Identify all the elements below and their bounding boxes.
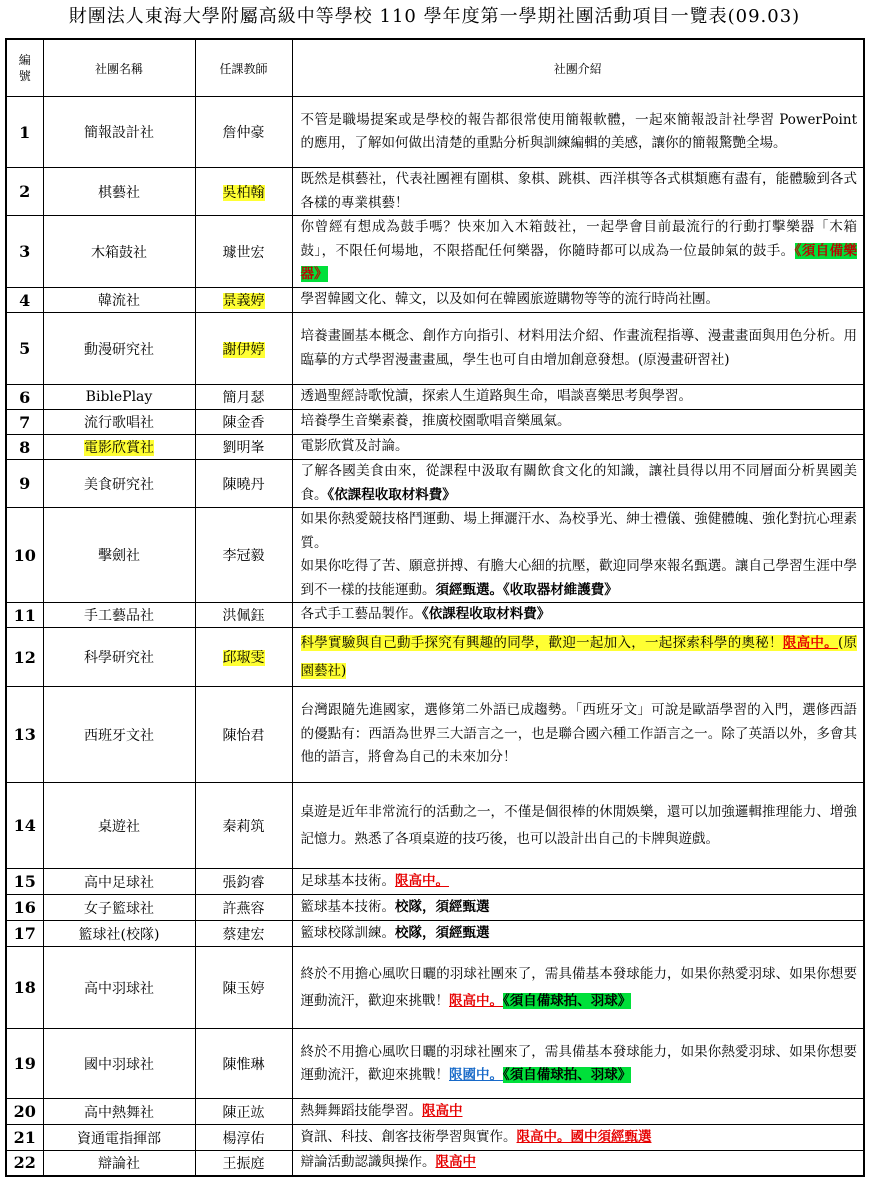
table-row (6, 628, 864, 687)
table-row (6, 385, 864, 410)
teacher-name-highlight: 吳柏翰 (222, 184, 265, 201)
description-text: 資訊、科技、創客技術學習與實作。 (300, 1128, 517, 1145)
row-number: 18 (6, 947, 43, 1029)
row-number: 3 (6, 216, 43, 288)
club-description (292, 603, 864, 628)
club-description (292, 508, 864, 603)
club-description: 學習韓國文化、韓文，以及如何在韓國旅遊購物等等的流行時尚社團。 (292, 288, 864, 313)
note-green: 《須自備球拍、羽球》 (503, 1066, 632, 1083)
club-description: 培養畫圖基本概念、創作方向指引、材料用法介紹、作畫流程指導、漫畫畫面與用色分析。用臨摹的方式學習漫畫畫風，學生也可自由增加創意發想。(原漫畫研習社) (292, 313, 864, 385)
row-number: 7 (6, 410, 43, 435)
note-bold: 《依課程收取材料費》 (327, 486, 456, 503)
table-row (6, 687, 864, 783)
club-name: 桌遊社 (43, 783, 195, 869)
teacher-name: 璩世宏 (195, 216, 292, 288)
row-number: 14 (6, 783, 43, 869)
note-red: 限高中 (435, 1154, 476, 1170)
teacher-name: 詹仲豪 (195, 97, 292, 168)
table-row (6, 783, 864, 869)
table-row (6, 895, 864, 921)
teacher-name: 蔡建宏 (195, 921, 292, 947)
teacher-name: 陳惟琳 (195, 1029, 292, 1099)
teacher-name: 楊淳佑 (195, 1125, 292, 1151)
table-row (6, 313, 864, 385)
club-description: 桌遊是近年非常流行的活動之一，不僅是個很棒的休閒娛樂，還可以加強邏輯推理能力、增強記憶力。熟悉了各項桌遊的技巧後，也可以設計出自己的卡牌與遊戲。 (292, 783, 864, 869)
description-text: 如果你熱愛競技格鬥運動、場上揮灑汗水、為校爭光、紳士禮儀、強健體魄、強化對抗心理素質。 (300, 511, 857, 551)
row-number: 4 (6, 288, 43, 313)
club-name: 辯論社 (43, 1151, 195, 1176)
description-text: 你曾經有想成為鼓手嗎？快來加入木箱鼓社，一起學會目前最流行的行動打擊樂器「木箱鼓」，不限任何場地，不限搭配任何樂器，你隨時都可以成為一位最帥氣的鼓手。 (300, 219, 857, 259)
club-name: 資通電指揮部 (43, 1125, 195, 1151)
table-row (6, 1125, 864, 1151)
row-number: 9 (6, 460, 43, 508)
club-description (292, 1125, 864, 1151)
note-red: 限高中 (422, 1102, 463, 1119)
row-number: 8 (6, 435, 43, 460)
row-number: 19 (6, 1029, 43, 1099)
club-description (292, 947, 864, 1029)
row-number: 17 (6, 921, 43, 947)
club-description (292, 460, 864, 508)
header-number-bottom: 號 (18, 69, 31, 83)
teacher-name (195, 313, 292, 385)
note-red: 限高中。國中須經甄選 (516, 1128, 652, 1145)
note-red: 限高中。 (782, 635, 838, 651)
teacher-name: 劉明峯 (195, 435, 292, 460)
club-description: 電影欣賞及討論。 (292, 435, 864, 460)
teacher-name: 陳玉婷 (195, 947, 292, 1029)
note-bold-2: 《收取器材維護費》 (503, 581, 618, 598)
table-header-row (6, 39, 864, 97)
club-description (292, 628, 864, 687)
note-red: 限高中。 (449, 992, 503, 1009)
description-text: 終於不用擔心風吹日曬的羽球社團來了，需具備基本發球能力，如果你熱愛羽球、如果你想要運動流汗，歡迎來挑戰！ (300, 965, 857, 1009)
table-row (6, 508, 864, 603)
club-description (292, 869, 864, 895)
note-blue: 限國中。 (449, 1066, 503, 1083)
club-name: 高中足球社 (43, 869, 195, 895)
club-name: 籃球社(校隊) (43, 921, 195, 947)
teacher-name-highlight: 景義婷 (222, 293, 265, 309)
teacher-name: 秦莉筑 (195, 783, 292, 869)
teacher-name: 陳怡君 (195, 687, 292, 783)
description-text: 辯論活動認識與操作。 (300, 1154, 436, 1170)
teacher-name: 陳曉丹 (195, 460, 292, 508)
teacher-name: 許燕容 (195, 895, 292, 921)
club-name: 擊劍社 (43, 508, 195, 603)
club-description: 既然是棋藝社，代表社團裡有圍棋、象棋、跳棋、西洋棋等各式棋類應有盡有，能體驗到各式各樣的專業棋藝！ (292, 168, 864, 216)
club-description (292, 1099, 864, 1125)
note-green: 《須自備樂器》 (300, 242, 858, 283)
club-description: 培養學生音樂素養，推廣校園歌唱音樂風氣。 (292, 410, 864, 435)
row-number: 2 (6, 168, 43, 216)
row-number: 6 (6, 385, 43, 410)
teacher-name: 簡月瑟 (195, 385, 292, 410)
club-name: BiblePlay (43, 385, 195, 410)
club-name: 簡報設計社 (43, 97, 195, 168)
note-bold: 《依課程收取材料費》 (422, 606, 551, 623)
teacher-name-highlight: 邱琡雯 (222, 650, 265, 666)
note-red: 限高中。 (395, 872, 449, 889)
description-text-after: (原園藝社) (300, 635, 858, 679)
teacher-name: 張鈞睿 (195, 869, 292, 895)
description-text: 終於不用擔心風吹日曬的羽球社團來了，需具備基本發球能力，如果你熱愛羽球、如果你想要運動流汗，歡迎來挑戰！ (300, 1043, 857, 1083)
row-number: 21 (6, 1125, 43, 1151)
club-name: 國中羽球社 (43, 1029, 195, 1099)
page-title: 財團法人東海大學附屬高級中等學校 110 學年度第一學期社團活動項目一覽表(09.03) (68, 6, 801, 27)
row-number: 16 (6, 895, 43, 921)
teacher-name: 洪佩鈺 (195, 603, 292, 628)
table-row (6, 947, 864, 1029)
header-teacher: 任課教師 (195, 39, 292, 97)
teacher-name-highlight: 謝伊婷 (222, 341, 265, 358)
row-number: 10 (6, 508, 43, 603)
description-text: 籃球基本技術。 (300, 898, 395, 915)
note-bold: 校隊，須經甄選 (395, 924, 490, 941)
club-name-highlight: 電影欣賞社 (84, 440, 154, 456)
table-row (6, 97, 864, 168)
description-text: 籃球校隊訓練。 (300, 924, 395, 941)
row-number: 1 (6, 97, 43, 168)
club-name: 動漫研究社 (43, 313, 195, 385)
club-name (43, 435, 195, 460)
club-table (5, 38, 865, 1177)
table-row (6, 921, 864, 947)
description-text-2: 如果你吃得了苦、願意拼搏、有膽大心細的抗壓，歡迎同學來報名甄選。讓自己學習生涯中學到不一樣的技能運動。 (300, 558, 857, 598)
row-number: 13 (6, 687, 43, 783)
table-row (6, 1151, 864, 1176)
table-row (6, 1099, 864, 1125)
teacher-name: 陳正竑 (195, 1099, 292, 1125)
table-row (6, 603, 864, 628)
row-number: 12 (6, 628, 43, 687)
club-description (292, 1029, 864, 1099)
club-name: 高中羽球社 (43, 947, 195, 1029)
table-row (6, 216, 864, 288)
club-name: 手工藝品社 (43, 603, 195, 628)
row-number: 20 (6, 1099, 43, 1125)
club-name: 流行歌唱社 (43, 410, 195, 435)
table-row (6, 168, 864, 216)
note-green: 《須自備球拍、羽球》 (503, 992, 632, 1009)
table-row (6, 435, 864, 460)
description-text: 熱舞舞蹈技能學習。 (300, 1102, 422, 1119)
table-row (6, 410, 864, 435)
description-text: 了解各國美食由來，從課程中汲取有關飲食文化的知識，讓社員得以用不同層面分析異國美食。 (300, 463, 857, 503)
table-row (6, 1029, 864, 1099)
note-bold: 校隊，須經甄選 (395, 898, 490, 915)
description-text: 足球基本技術。 (300, 872, 395, 889)
row-number: 11 (6, 603, 43, 628)
club-name: 科學研究社 (43, 628, 195, 687)
header-description: 社團介紹 (292, 39, 864, 97)
teacher-name: 陳金香 (195, 410, 292, 435)
description-text: 科學實驗與自己動手探究有興趣的同學，歡迎一起加入，一起探索科學的奧秘！ (300, 635, 783, 651)
club-description (292, 1151, 864, 1176)
note-bold: 須經甄選。 (435, 581, 503, 598)
club-name: 韓流社 (43, 288, 195, 313)
club-description (292, 921, 864, 947)
club-name: 西班牙文社 (43, 687, 195, 783)
club-name: 女子籃球社 (43, 895, 195, 921)
header-number (6, 39, 43, 97)
row-number: 22 (6, 1151, 43, 1176)
teacher-name (195, 628, 292, 687)
teacher-name: 王振庭 (195, 1151, 292, 1176)
row-number: 15 (6, 869, 43, 895)
club-description: 台灣跟隨先進國家，選修第二外語已成趨勢。「西班牙文」可說是歐語學習的入門，選修西語的優點有：西語為世界三大語言之一，也是聯合國六種工作語言之一。除了英語以外，多會其他的語言，將會為自己的未來加分！ (292, 687, 864, 783)
club-description (292, 216, 864, 288)
teacher-name (195, 288, 292, 313)
teacher-name: 李冠毅 (195, 508, 292, 603)
club-description: 透過聖經詩歌悅讀，探索人生道路與生命，唱談喜樂思考與學習。 (292, 385, 864, 410)
table-row (6, 288, 864, 313)
club-description: 不管是職場提案或是學校的報告都很常使用簡報軟體，一起來簡報設計社學習 PowerPoint 的應用，了解如何做出清楚的重點分析與訓練編輯的美感，讓你的簡報驚艷全場。 (292, 97, 864, 168)
club-name: 高中熱舞社 (43, 1099, 195, 1125)
header-number-top: 編 (18, 53, 31, 67)
description-text: 各式手工藝品製作。 (300, 606, 422, 623)
table-row (6, 869, 864, 895)
club-name: 棋藝社 (43, 168, 195, 216)
teacher-name (195, 168, 292, 216)
row-number: 5 (6, 313, 43, 385)
club-description (292, 895, 864, 921)
club-name: 木箱鼓社 (43, 216, 195, 288)
club-name: 美食研究社 (43, 460, 195, 508)
header-club-name: 社團名稱 (43, 39, 195, 97)
table-row (6, 460, 864, 508)
